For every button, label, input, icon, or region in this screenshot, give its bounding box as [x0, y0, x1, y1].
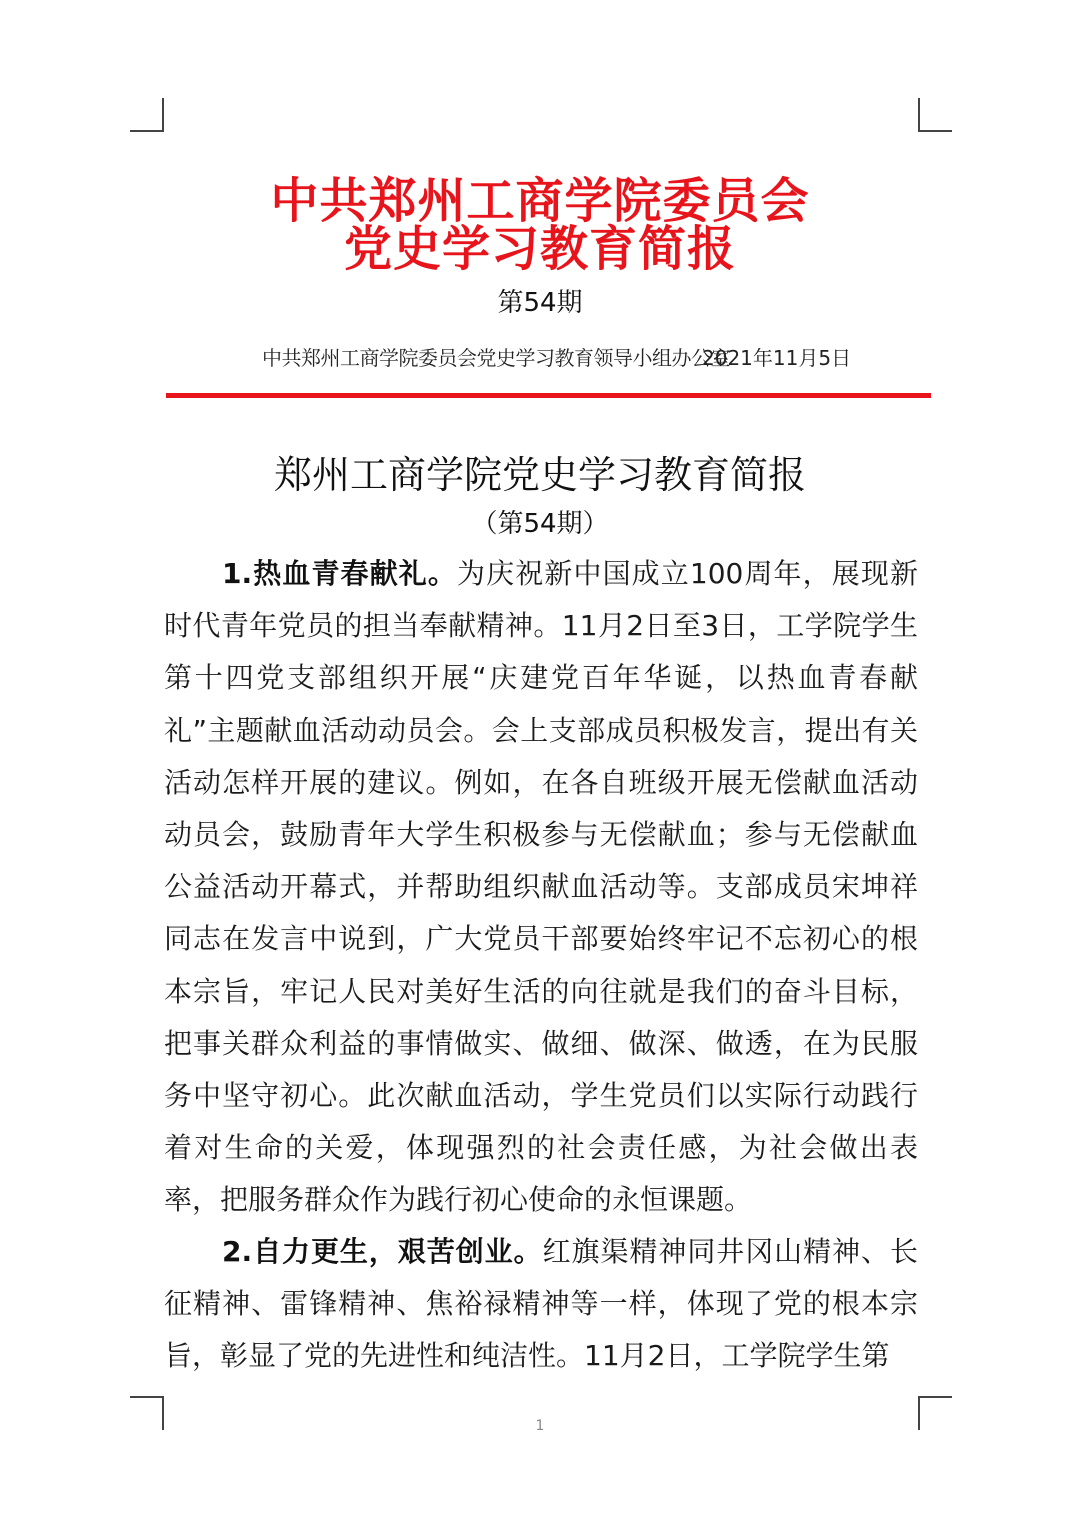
red-divider — [166, 393, 931, 398]
crop-mark-top-right — [918, 98, 952, 132]
crop-mark-top-left — [130, 98, 164, 132]
masthead-title-line2: 党史学习教育简报 — [343, 221, 736, 277]
paragraph-2-heading: 2.自力更生，艰苦创业。 — [222, 1235, 543, 1268]
paragraph-2 — [164, 1226, 918, 1383]
paragraph-1-heading: 1.热血青春献礼。 — [222, 557, 458, 590]
document-title: 郑州工商学院党史学习教育简报 — [273, 453, 806, 497]
document-issue: （第54期） — [471, 509, 609, 539]
paragraph-1 — [164, 548, 918, 1227]
issuer: 中共郑州工商学院委员会党史学习教育领导小组办公室 — [262, 346, 730, 370]
paragraph-1-text: 为庆祝新中国成立100周年，展现新时代青年党员的担当奉献精神。11月2日至3日，工学院学生第十四党支部组织开展“庆建党百年华诞，以热血青春献礼”主题献血活动动员会。会上支部成员积极发言，提出有关活动怎样开展的建议。例如，在各自班级开展无偿献血活动动员会，鼓励青年大学生积极参与无偿献血；参与无偿献血公益活动开幕式，并帮助组织献血活动等。支部成员宋坤祥同志在发言中说到，广大党员干部要始终牢记不忘初心的根本宗旨，牢记人民对美好生活的向往就是我们的奋斗目标，把事关群众利益的事情做实、做细、做深、做透，在为民服务中坚守初心。此次献血活动，学生党员们以实际行动践行着对生命的关爱，体现强烈的社会责任感，为社会做出表率，把服务群众作为践行初心使命的永恒课题。 — [164, 557, 919, 1217]
paragraph-2-text: 红旗渠精神同井冈山精神、长征精神、雷锋精神、焦裕禄精神等一样，体现了党的根本宗旨，彰显了党的先进性和纯洁性。11月2日，工学院学生第 — [164, 1235, 918, 1373]
masthead-issue: 第54期 — [497, 288, 583, 318]
issue-date: 2021年11月5日 — [702, 346, 852, 370]
page-number: 1 — [535, 1418, 545, 1434]
masthead-title-line1: 中共郑州工商学院委员会 — [270, 173, 810, 229]
